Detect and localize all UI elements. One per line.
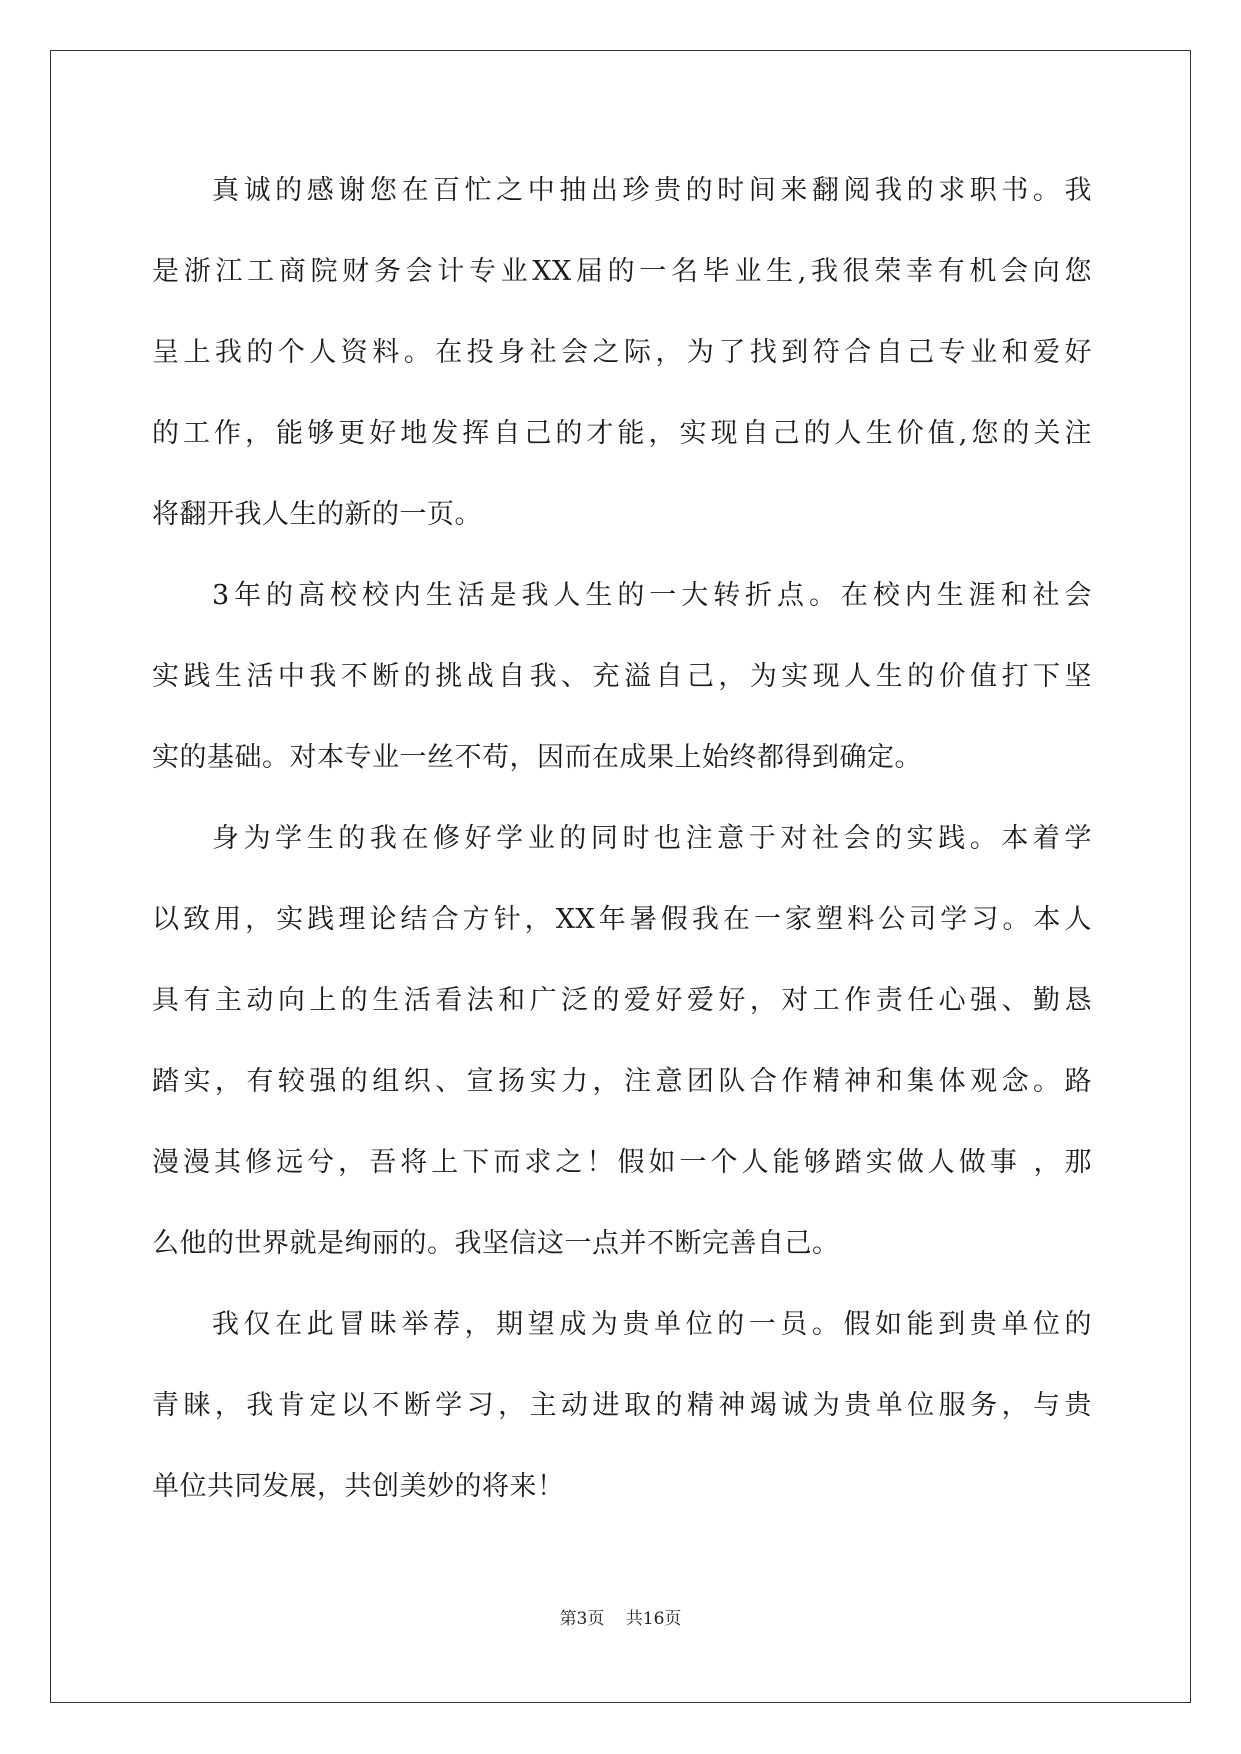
page-number: 第3页 [559, 1609, 605, 1629]
text-line: 实践生活中我不断的挑战自我、充溢自己，为实现人生的价值打下坚 [152, 661, 1092, 692]
text-line: 实的基础。对本专业一丝不苟，因而在成果上始终都得到确定。 [152, 742, 922, 773]
text-line: 是浙江工商院财务会计专业XX届的一名毕业生,我很荣幸有机会向您 [152, 256, 1092, 287]
text-line: 具有主动向上的生活看法和广泛的爱好爱好，对工作责任心强、勤恳 [152, 985, 1092, 1016]
text-line: 单位共同发展，共创美妙的将来！ [152, 1471, 565, 1502]
page-total: 共16页 [625, 1609, 682, 1629]
text-line: 身为学生的我在修好学业的同时也注意于对社会的实践。本着学 [212, 823, 1092, 854]
text-line: 么他的世界就是绚丽的。我坚信这一点并不断完善自己。 [152, 1228, 840, 1259]
letter-body [152, 160, 1092, 1537]
text-line: 3年的高校校内生活是我人生的一大转折点。在校内生涯和社会 [212, 580, 1092, 611]
text-line: 将翻开我人生的新的一页。 [152, 499, 482, 530]
text-line: 漫漫其修远兮，吾将上下而求之！假如一个人能够踏实做人做事 ，那 [152, 1147, 1092, 1178]
text-line: 我仅在此冒昧举荐，期望成为贵单位的一员。假如能到贵单位的 [212, 1309, 1092, 1340]
page-footer [0, 1604, 1241, 1629]
text-line: 青睐，我肯定以不断学习，主动进取的精神竭诚为贵单位服务，与贵 [152, 1390, 1092, 1421]
text-line: 的工作，能够更好地发挥自己的才能，实现自己的人生价值,您的关注 [152, 418, 1092, 449]
text-line: 踏实，有较强的组织、宣扬实力，注意团队合作精神和集体观念。路 [152, 1066, 1092, 1097]
text-line: 以致用，实践理论结合方针，XX年暑假我在一家塑料公司学习。本人 [152, 904, 1092, 935]
text-line: 呈上我的个人资料。在投身社会之际，为了找到符合自己专业和爱好 [152, 337, 1092, 368]
text-line: 真诚的感谢您在百忙之中抽出珍贵的时间来翻阅我的求职书。我 [212, 175, 1092, 206]
